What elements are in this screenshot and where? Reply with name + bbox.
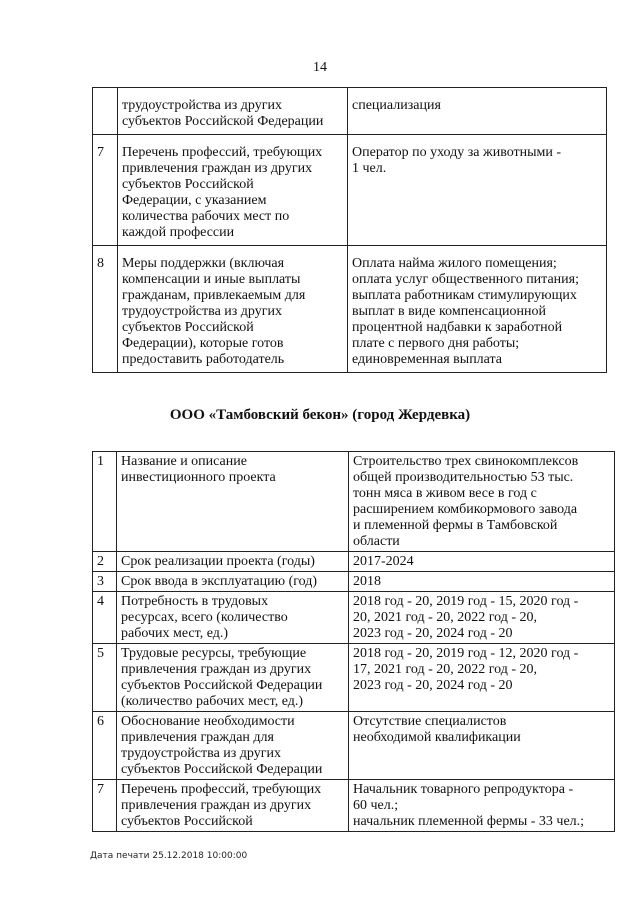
row-value: Строительство трех свинокомплексов общей производительностью 53 тыс. тонн мяса в живом весе в год с расширением комбикормового завода и племенной фермы в Тамбовской области	[349, 452, 615, 552]
row-number: 7	[93, 780, 117, 832]
project-table-continued	[92, 87, 607, 373]
row-number	[93, 88, 118, 135]
table-row	[93, 452, 615, 552]
company-project-table	[92, 451, 615, 832]
row-number: 3	[93, 572, 117, 592]
row-number: 1	[93, 452, 117, 552]
row-label: Срок ввода в эксплуатацию (год)	[117, 572, 349, 592]
row-value: 2017-2024	[349, 552, 615, 572]
row-label: Меры поддержки (включая компенсации и иные выплаты гражданам, привлекаемым для трудоустройства из других субъектов Российской Федерации), которые готов предоставить работодатель	[118, 246, 348, 373]
row-number: 5	[93, 644, 117, 712]
row-label: Название и описание инвестиционного проекта	[117, 452, 349, 552]
table-row	[93, 246, 607, 373]
row-number: 8	[93, 246, 118, 373]
table-row	[93, 135, 607, 246]
table-row	[93, 592, 615, 644]
row-number: 4	[93, 592, 117, 644]
company-title: ООО «Тамбовский бекон» (город Жердевка)	[169, 407, 471, 423]
row-value: специализация	[348, 88, 607, 135]
row-label: Перечень профессий, требующих привлечения граждан из других субъектов Российской Федерации, с указанием количества рабочих мест по каждой профессии	[118, 135, 348, 246]
row-value: 2018 год - 20, 2019 год - 15, 2020 год - 20, 2021 год - 20, 2022 год - 20, 2023 год - 20, 2024 год - 20	[349, 592, 615, 644]
table-row	[93, 88, 607, 135]
row-number: 6	[93, 712, 117, 780]
table-row	[93, 552, 615, 572]
row-value: Оплата найма жилого помещения; оплата услуг общественного питания; выплата работникам стимулирующих выплат в виде компенсационной процентной надбавки к заработной плате с первого дня работы; единовременная выплата	[348, 246, 607, 373]
print-date: Дата печати 25.12.2018 10:00:00	[90, 851, 248, 861]
row-label: Потребность в трудовых ресурсах, всего (количество рабочих мест, ед.)	[117, 592, 349, 644]
row-label: Срок реализации проекта (годы)	[117, 552, 349, 572]
row-value: 2018 год - 20, 2019 год - 12, 2020 год - 17, 2021 год - 20, 2022 год - 20, 2023 год - 20, 2024 год - 20	[349, 644, 615, 712]
row-value: Оператор по уходу за животными - 1 чел.	[348, 135, 607, 246]
row-number: 2	[93, 552, 117, 572]
row-label: Перечень профессий, требующих привлечения граждан из других субъектов Российской	[117, 780, 349, 832]
row-value: 2018	[349, 572, 615, 592]
row-label: Трудовые ресурсы, требующие привлечения граждан из других субъектов Российской Федерации (количество рабочих мест, ед.)	[117, 644, 349, 712]
page-number: 14	[313, 60, 327, 75]
row-label: Обоснование необходимости привлечения граждан для трудоустройства из других субъектов Российской Федерации	[117, 712, 349, 780]
row-value: Начальник товарного репродуктора - 60 чел.; начальник племенной фермы - 33 чел.;	[349, 780, 615, 832]
table-row	[93, 780, 615, 832]
table-row	[93, 572, 615, 592]
row-value: Отсутствие специалистов необходимой квалификации	[349, 712, 615, 780]
table-row	[93, 712, 615, 780]
table-row	[93, 644, 615, 712]
row-number: 7	[93, 135, 118, 246]
row-label: трудоустройства из других субъектов Российской Федерации	[118, 88, 348, 135]
